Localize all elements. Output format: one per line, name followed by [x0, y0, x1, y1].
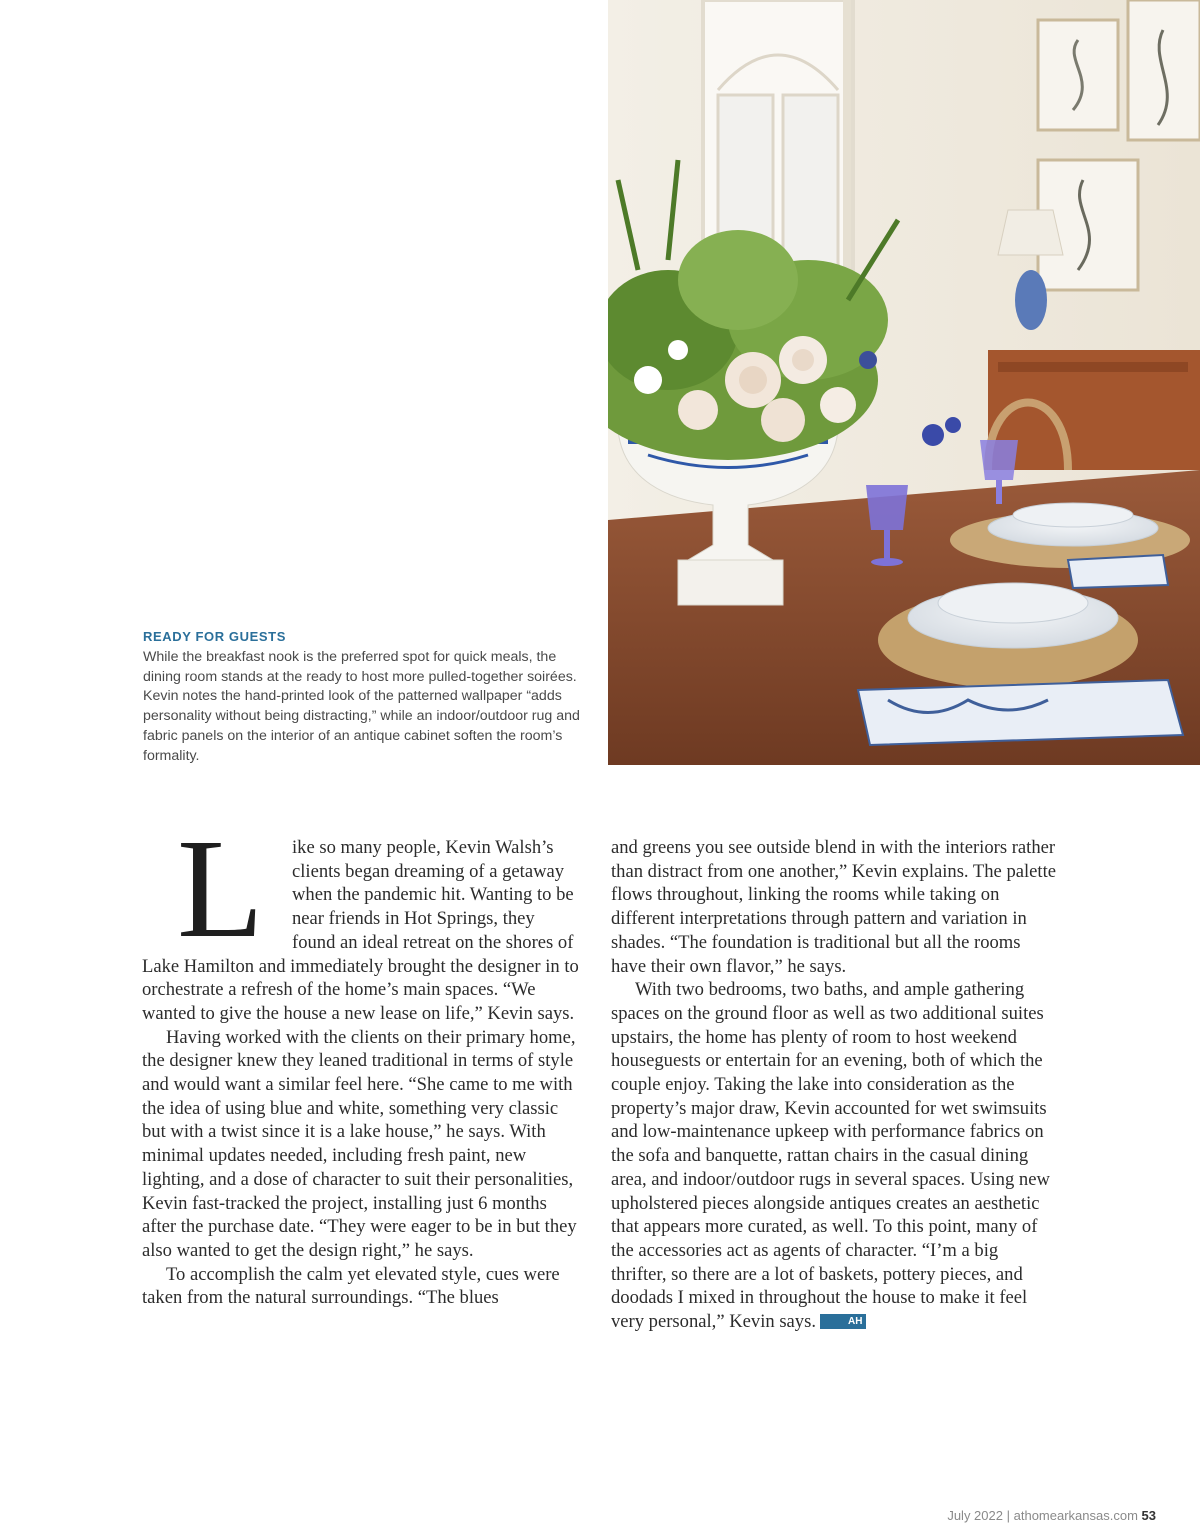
paragraph-1: ike so many people, Kevin Walsh’s clients began dreaming of a getaway when the pandemic hit. Wanting to be near friends in Hot Springs, they found an ideal retreat on the shores of Lake Hamilton and immediately brought the designer in to orchestrate a refresh of the home’s main spaces. “We wanted to give the house a new lease on life,” Kevin says. — [142, 837, 579, 1024]
end-mark-logo: AH — [820, 1314, 866, 1329]
article-column-right — [611, 836, 1057, 1334]
paragraph-2: Having worked with the clients on their primary home, the designer knew they leaned traditional in terms of style and would want a similar feel here. “She came to me with the idea of using blue and white, something very classic but with a twist since it is a lake house,” he says. With minimal updates needed, including fresh paint, new lighting, and a dose of character to suit their personalities, Kevin fast-tracked the project, installing just 6 months after the purchase date. “They were eager to be in but they also wanted to get the design right,” he says. — [142, 1026, 577, 1261]
paragraph-3-start: To accomplish the calm yet elevated style, cues were taken from the natural surroundings. “The blues — [142, 1263, 560, 1309]
article-column-left — [142, 809, 580, 1310]
dining-table-centerpiece-image — [608, 0, 1200, 765]
paragraph-4 — [611, 978, 1057, 1334]
dining-room-photo — [608, 0, 1200, 765]
caption-heading: READY FOR GUESTS — [143, 629, 286, 644]
footer-separator: | — [1006, 1508, 1010, 1523]
footer-site: athomearkansas.com — [1013, 1508, 1138, 1523]
caption-body: While the breakfast nook is the preferred spot for quick meals, the dining room stands at the ready to host more pulled-together soirées. Kevin notes the hand-printed look of the patterned wallpaper “adds personality without being distracting,” while an indoor/outdoor rug and fabric panels on the interior of an antique cabinet soften the room’s formality. — [143, 649, 580, 764]
photo-caption — [143, 629, 583, 766]
drop-cap: L — [177, 809, 264, 967]
paragraph-3-continued: and greens you see outside blend in with the interiors rather than distract from one another,” Kevin explains. The palette flows throughout, linking the rooms while taking on different interpretations through pattern and variation in shades. “The foundation is traditional but all the rooms have their own flavor,” he says. — [611, 837, 1057, 977]
footer-issue-date: July 2022 — [947, 1508, 1003, 1523]
paragraph-4-text: With two bedrooms, two baths, and ample gathering spaces on the ground floor as well as two additional suites upstairs, the home has plenty of room to host weekend houseguests or entertain for an evening, both of which the couple enjoy. Taking the lake into consideration as the property’s major draw, Kevin accounted for wet swimsuits and low-maintenance upkeep with performance fabrics on the sofa and banquette, rattan chairs in the casual dining area, and indoor/outdoor rugs in several spaces. Using new upholstered pieces alongside antiques creates an aesthetic that appears more curated, as well. To this point, many of the accessories act as agents of character. “I’m a big thrifter, so there are a lot of baskets, pottery pieces, and doodads I mixed in throughout the house to make it feel very personal,” Kevin says. — [611, 979, 1050, 1333]
page-number: 53 — [1141, 1508, 1156, 1523]
page-footer — [947, 1508, 1156, 1523]
